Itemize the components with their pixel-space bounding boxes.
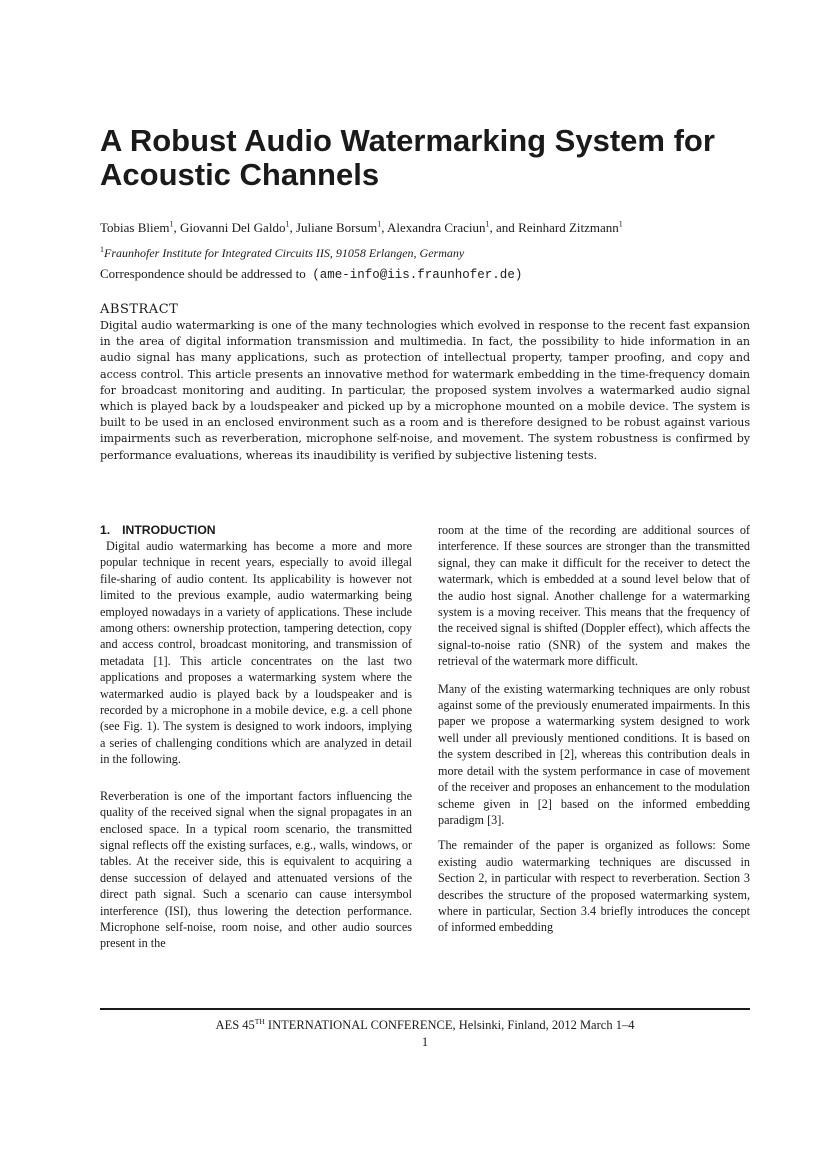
footer-rule — [100, 1008, 750, 1010]
page-number: 1 — [421, 1035, 429, 1049]
author: Alexandra Craciun$^1$, and — [386, 220, 519, 236]
paragraph: The remainder of the paper is organized as follows: Some existing audio watermarking techniques are discussed in Section 2, in particular with respect to reverberation. Section 3 describes the structure of the proposed watermarking system, where in particular, Section 3.4 briefly introduces the concept of informed embedding — [438, 838, 750, 935]
paper-title: A Robust Audio Watermarking System for Acoustic Channels — [100, 123, 715, 192]
correspondence-email[interactable]: (ame-info@iis.fraunhofer.de) — [312, 268, 523, 282]
paragraph: Reverberation is one of the important factors influencing the quality of the received signal when the signal propagates in an enclosed space. In a typical room scenario, the transmitted signal reflects off the existing surfaces, e.g., walls, windows, or tables. At the receiver side, this is equivalent to acquiring a dense succession of delayed and attenuated versions of the direct path signal. Such a scenario can cause intersymbol interference (ISI), thus lowering the detection performance. Microphone self-noise, room noise, and other audio sources present in the — [100, 788, 412, 951]
section-title: INTRODUCTION — [122, 523, 216, 537]
author: Juliane Borsum$^1$, — [295, 220, 387, 236]
left-column — [100, 522, 412, 963]
affiliation-marker: 1 — [100, 245, 104, 254]
author: Giovanni Del Galdo$^1$, — [180, 220, 296, 236]
paragraph: Many of the existing watermarking techniques are only robust against some of the previously enumerated impairments. In this paper we propose a watermarking system designed to work well under all previously mentioned conditions. It is based on the system described in [2], whereas this contribution deals in more detail with the system performance in case of movement of the receiver and proposes an enhancement to the modulation scheme given in [2] based on the informed embedding paradigm [3]. — [438, 681, 750, 827]
author-list — [100, 217, 760, 236]
section-heading — [100, 522, 412, 538]
paragraph: Digital audio watermarking has become a more and more popular technique in recent years, especially to avoid illegal file-sharing of audio content. Its applicability is however not limited to the previous example, audio watermarking being employed nowadays in a variety of applications. These include among others: ownership protection, tampering detection, copy and access control, broadcast monitoring, and transmission of metadata [1]. This article concentrates on the last two applications and proposes a watermarking system where the watermarked audio is played back by a loudspeaker and is recorded by a microphone in a mobile device, e.g. a cell phone (see Fig. 1). The system is designed to work indoors, implying a series of challenging conditions which are analyzed in detail in the following. — [100, 539, 412, 767]
author: Reinhard Zitzmann$^1$ — [518, 220, 623, 236]
conference-footer: AES 45TH INTERNATIONAL CONFERENCE, Helsinki, Finland, 2012 March 1–4 — [215, 1017, 635, 1033]
affiliation — [100, 242, 760, 261]
correspondence — [100, 266, 760, 283]
affiliation-text: Fraunhofer Institute for Integrated Circuits IIS, 91058 Erlangen, Germany — [104, 246, 465, 260]
abstract-text: Digital audio watermarking is one of the many technologies which evolved in response to the recent fast expansion in the area of digital information transmission and multimedia. In fact, the possibility to hide information in an audio signal has many applications, such as protection of intellectual property, tamper proofing, and copy and access control. This article presents an innovative method for watermark embedding in the time-frequency domain for broadcast monitoring and auditing. In particular, the proposed system involves a watermarked audio signal which is played back by a loudspeaker and picked up by a microphone mounted on a mobile device. The system is built to be used in an enclosed environment such as a room and is therefore designed to be robust against various impairments such as reverberation, microphone self-noise, and movement. The system robustness is confirmed by performance evaluations, whereas its inaudibility is verified by subjective listening tests. — [100, 319, 750, 462]
abstract-heading: ABSTRACT — [100, 302, 179, 317]
right-column — [438, 522, 750, 947]
section-number: 1. — [100, 523, 111, 537]
paragraph: room at the time of the recording are additional sources of interference. If these sources are stronger than the transmitted signal, they can make it difficult for the receiver to detect the watermark, which is embedded at a sound level below that of the audio host signal. Another challenge for a watermarking system is a moving receiver. This means that the frequency of the received signal is shifted (Doppler effect), which affects the signal-to-noise ratio (SNR) of the system and makes the retrieval of the watermark more difficult. — [438, 523, 750, 669]
author: Tobias Bliem$^1$, — [100, 220, 181, 236]
correspondence-prefix: Correspondence should be addressed to — [100, 266, 306, 281]
